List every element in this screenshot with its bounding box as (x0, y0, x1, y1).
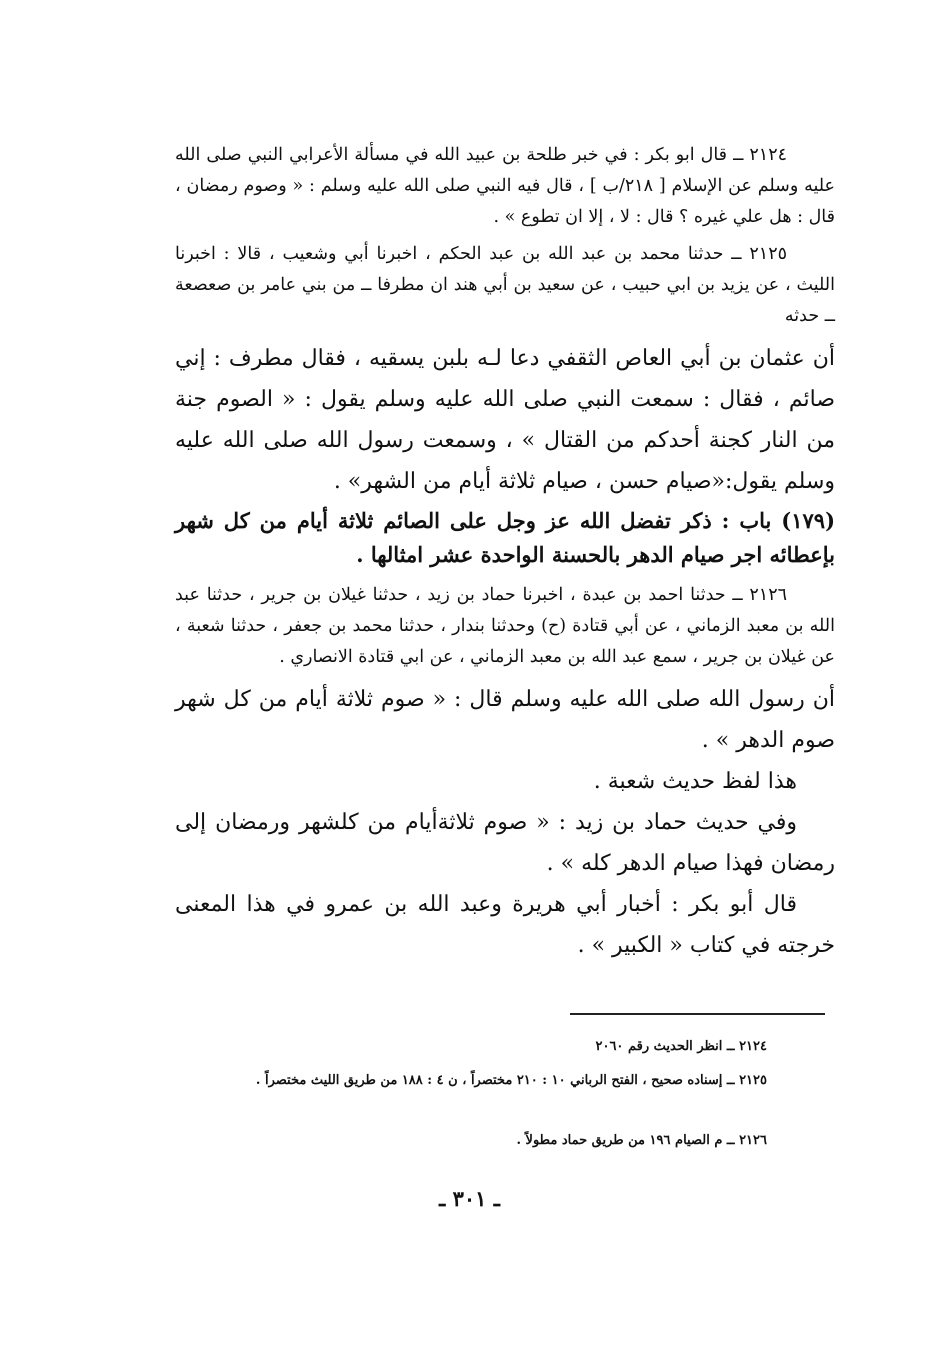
footnote-2124 (175, 1033, 825, 1061)
hadith-2126-matn-text: أن رسول الله صلى الله عليه وسلم قال : « صوم ثلاثة أيام من كل شهر صوم الدهر » . (175, 687, 835, 753)
hammad-version-text: وفي حديث حماد بن زيد : « صوم ثلاثةأيام من كلشهر ورمضان إلى رمضان فهذا صيام الدهر كله » . (175, 810, 835, 876)
footnote-2126 (175, 1127, 825, 1155)
hadith-2126-isnad-text: ٢١٢٦ ــ حدثنا احمد بن عبدة ، اخبرنا حماد بن زيد ، حدثنا غيلان بن جرير ، حدثنا عبد الله بن معبد الزماني ، عن أبي قتادة (ح) وحدثنا بندار ، حدثنا محمد بن جعفر ، حدثنا شعبة ، عن غيلان بن جرير ، سمع عبد الله بن معبد الزماني ، عن ابي قتادة الانصاري . (175, 585, 835, 667)
footnote-2125-text: ٢١٢٥ ــ إسناده صحيح ، الفتح الرباني ١٠ : ٢١٠ مختصراً ، ن ٤ : ١٨٨ من طريق الليث مختصراً . (255, 1073, 767, 1088)
main-text (175, 140, 835, 966)
chapter-179-heading-text: (١٧٩) باب : ذكر تفضل الله عز وجل على الصائم ثلاثة أيام من كل شهر بإعطائه اجر صيام الدهر بالحسنة الواحدة عشر امثالها . (175, 508, 835, 567)
hadith-2125-isnad-paragraph (175, 239, 835, 332)
hadith-2126-matn-paragraph (175, 679, 835, 761)
footnote-2124-text: ٢١٢٤ ــ انظر الحديث رقم ٢٠٦٠ (595, 1039, 767, 1054)
hadith-2124-text: ٢١٢٤ ــ قال ابو بكر : في خبر طلحة بن عبيد الله في مسألة الأعرابي النبي صلى الله عليه وسلم عن الإسلام [ ٢١٨/ب ] ، قال فيه النبي صلى الله عليه وسلم : « وصوم رمضان ، قال : هل علي غيره ؟ قال : لا ، إلا ان تطوع » . (175, 145, 835, 227)
footnote-2126-text: ٢١٢٦ ــ م الصيام ١٩٦ من طريق حماد مطولاً . (516, 1133, 767, 1148)
hammad-version-paragraph (175, 802, 835, 884)
abu-bakr-note-text: قال أبو بكر : أخبار أبي هريرة وعبد الله بن عمرو في هذا المعنى خرجته في كتاب « الكبير » . (175, 892, 835, 958)
wording-note-text: هذا لفظ حديث شعبة . (593, 769, 797, 794)
wording-note-paragraph (175, 761, 835, 802)
page-number: ـ ٣٠١ ـ (439, 1186, 500, 1211)
chapter-179-heading (175, 504, 835, 572)
footnote-2125 (175, 1067, 825, 1095)
hadith-2125-isnad-text: ٢١٢٥ ــ حدثنا محمد بن عبد الله بن عبد الحكم ، اخبرنا أبي وشعيب ، قالا : اخبرنا الليث ، عن يزيد بن ابي حبيب ، عن سعيد بن أبي هند ان مطرفا ــ من بني عامر بن صعصعة ــ حدثه (175, 244, 835, 326)
hadith-2125-matn-text: أن عثمان بن أبي العاص الثقفي دعا لـه بلبن يسقيه ، فقال مطرف : إني صائم ، فقال : سمعت النبي صلى الله عليه وسلم يقول : « الصوم جنة من النار كجنة أحدكم من القتال » ، وسمعت رسول الله صلى الله عليه وسلم يقول:«صيام حسن ، صيام ثلاثة أيام من الشهر» . (175, 346, 835, 494)
hadith-2124-paragraph (175, 140, 835, 233)
hadith-2126-isnad-paragraph (175, 580, 835, 673)
abu-bakr-note-paragraph (175, 884, 835, 966)
hadith-2125-matn-paragraph (175, 338, 835, 502)
footnote-separator (570, 1013, 825, 1015)
